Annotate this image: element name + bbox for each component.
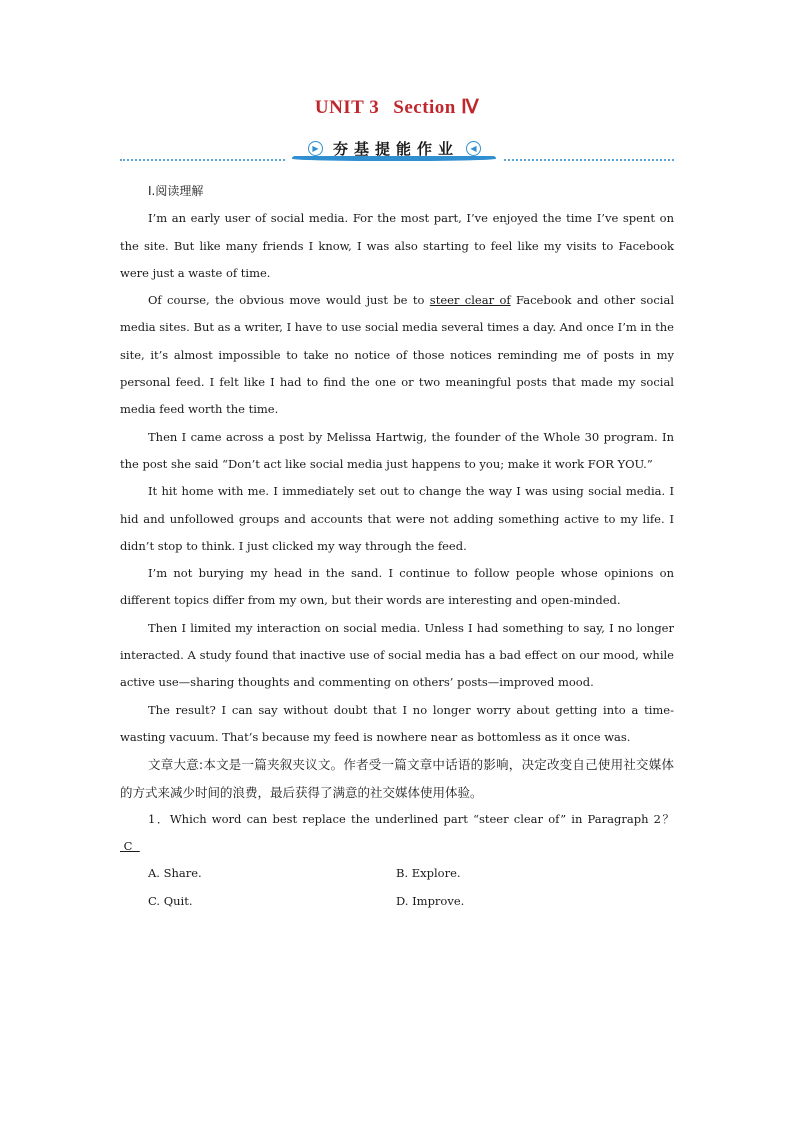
underlined-phrase: steer clear of [429, 293, 511, 308]
unit-label: UNIT 3 [314, 97, 380, 118]
paragraph-3: Then I came across a post by Melissa Hartwig, the founder of the Whole 30 program. In the post she said “Don’t act like social media just happens to you; make it work FOR YOU.” [120, 429, 674, 471]
paragraph-4: It hit home with me. I immediately set out to change the way I was using social media. I hid and unfollowed groups and accounts that were not adding something active to my life. I didn’t stop to think. I just clicked my way through the feed. [120, 484, 674, 553]
options-row-2 [120, 888, 674, 915]
section-heading: Ⅰ.阅读理解 [148, 184, 204, 198]
page-title [0, 96, 794, 119]
paragraph-6: Then I limited my interaction on social media. Unless I had something to say, I no longer interacted. A study found that inactive use of social media has a bad effect on our mood, while active use—sharing thoughts and commenting on others’ posts—improved mood. [120, 620, 674, 690]
paragraph-2-text: Of course, the obvious move would just be to [148, 293, 430, 308]
paragraph-5: I’m not burying my head in the sand. I continue to follow people whose opinions on different topics differ from my own, but their words are interesting and open-minded. [120, 566, 674, 608]
play-arrow-icon: ▶ [308, 141, 323, 156]
answer-letter: C [123, 839, 133, 854]
option-b: B. Explore. [396, 866, 461, 881]
paragraph-1: I’m an early user of social media. For the most part, I’ve enjoyed the time I’ve spent on the site. But like many friends I know, I was also starting to feel like my visits to Facebook were just a waste of time. [120, 211, 674, 280]
paragraph-7: The result? I can say without doubt that I no longer worry about getting into a time-wasting vacuum. That’s because my feed is nowhere near as bottomless as it once was. [120, 702, 674, 744]
question-1-text: 1．Which word can best replace the underlined part “steer clear of” in Paragraph 2？ [148, 811, 674, 826]
banner-dotted-line-left [120, 159, 285, 161]
banner-dotted-line-right [504, 159, 674, 161]
play-arrow-icon: ◀ [466, 141, 481, 156]
options-row-1 [120, 860, 674, 887]
option-a: A. Share. [148, 866, 202, 881]
document-body [120, 178, 674, 915]
section-banner [120, 138, 674, 164]
paragraph-2 [120, 287, 674, 423]
paragraph-2-text-cont: Facebook and other social media sites. But as a writer, I have to use social media several times a day. And once I’m in the site, it’s almost impossible to take no notice of those notices reminding me of posts in my personal feed. I felt like I had to find the one or two meaningful posts that made my social media feed worth the time. [120, 293, 675, 417]
question-1-answer [120, 833, 148, 860]
banner-label: 夯基提能作业 [332, 140, 459, 158]
option-d: D. Improve. [396, 893, 465, 908]
question-1 [120, 806, 674, 861]
section-label: Section Ⅳ [393, 97, 480, 118]
summary-paragraph: 文章大意:本文是一篇夹叙夹议文。作者受一篇文章中话语的影响，决定改变自己使用社交媒体的方式来减少时间的浪费，最后获得了满意的社交媒体使用体验。 [120, 757, 674, 800]
option-c: C. Quit. [148, 893, 193, 908]
